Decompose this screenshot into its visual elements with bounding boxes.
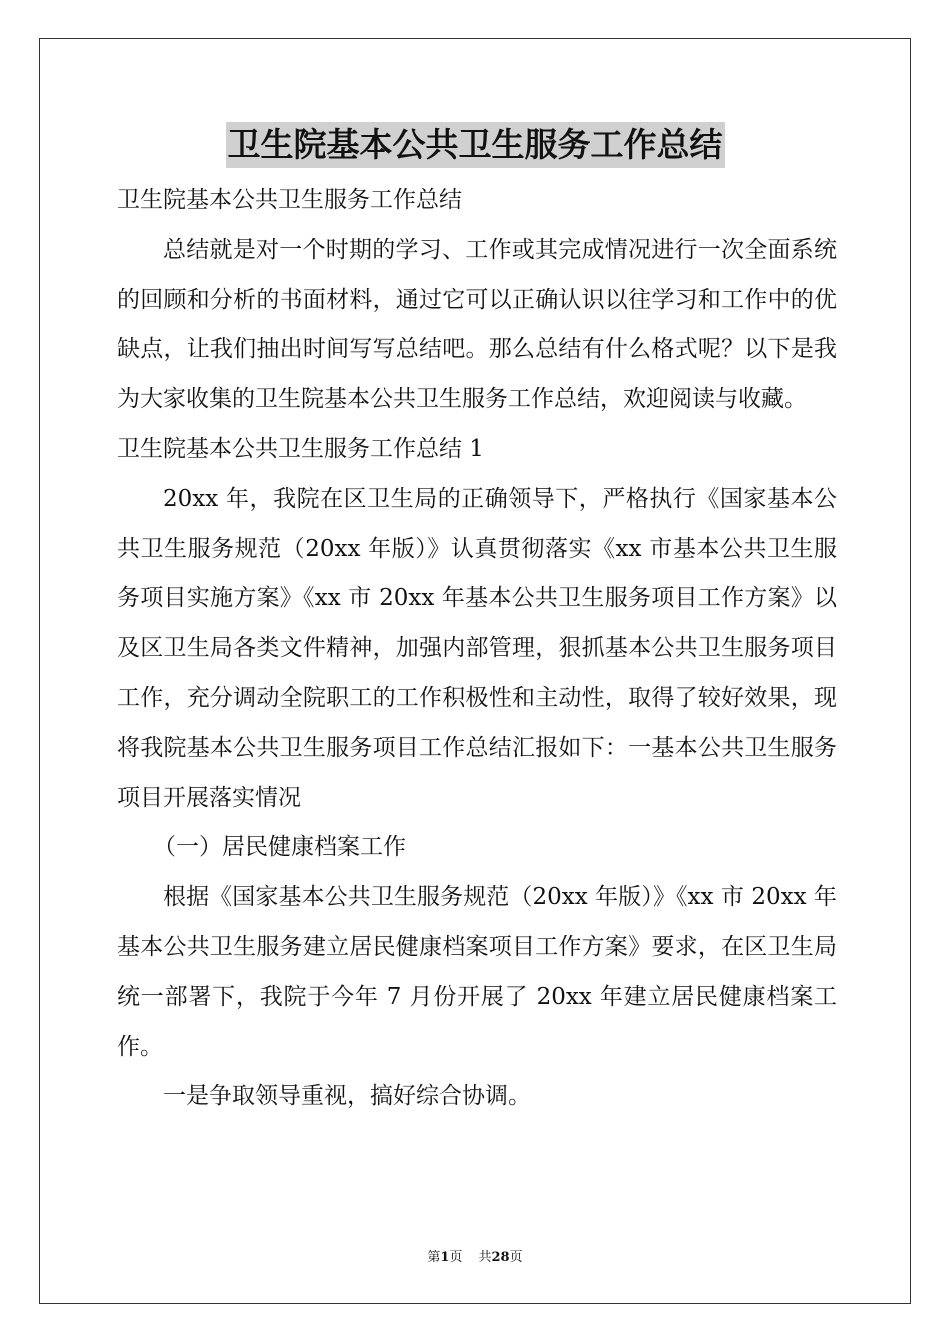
document-title: 卫生院基本公共卫生服务工作总结 xyxy=(226,122,725,168)
page-suffix: 页 xyxy=(449,1250,463,1265)
body-paragraph: 根据《国家基本公共卫生服务规范（20xx 年版）》《xx 市 20xx 年基本公共卫生服务建立居民健康档案项目工作方案》要求，在区卫生局统一部署下，我院于今年 7 月份开展了 20xx 年建立居民健康档案工作。 xyxy=(117,884,837,1060)
total-suffix: 页 xyxy=(509,1250,523,1265)
subsection-heading: （一）居民健康档案工作 xyxy=(153,834,406,861)
body-paragraph: 20xx 年，我院在区卫生局的正确领导下，严格执行《国家基本公共卫生服务规范（20xx 年版）》认真贯彻落实《xx 市基本公共卫生服务项目实施方案》《xx 市 20xx 年基本公共卫生服务项目工作方案》以及区卫生局各类文件精神，加强内部管理，狠抓基本公共卫生服务项目工作，充分调动全院职工的工作积极性和主动性，取得了较好效果，现将我院基本公共卫生服务项目工作总结汇报如下：一基本公共卫生服务项目开展落实情况 xyxy=(117,485,837,811)
total-prefix: 共 xyxy=(478,1250,492,1265)
title-wrap xyxy=(0,122,950,168)
document-body xyxy=(117,176,837,1122)
subtitle-paragraph: 卫生院基本公共卫生服务工作总结 xyxy=(117,187,462,213)
body-paragraph: 一是争取领导重视，搞好综合协调。 xyxy=(163,1083,531,1110)
section-heading: 卫生院基本公共卫生服务工作总结 1 xyxy=(117,435,484,462)
page-prefix: 第 xyxy=(427,1250,441,1265)
page-current: 1 xyxy=(440,1250,450,1265)
intro-paragraph: 总结就是对一个时期的学习、工作或其完成情况进行一次全面系统的回顾和分析的书面材料，通过它可以正确认识以往学习和工作中的优缺点，让我们抽出时间写写总结吧。那么总结有什么格式呢？以下是我为大家收集的卫生院基本公共卫生服务工作总结，欢迎阅读与收藏。 xyxy=(117,236,837,413)
page-footer xyxy=(0,1246,950,1265)
page-total: 28 xyxy=(491,1250,510,1265)
